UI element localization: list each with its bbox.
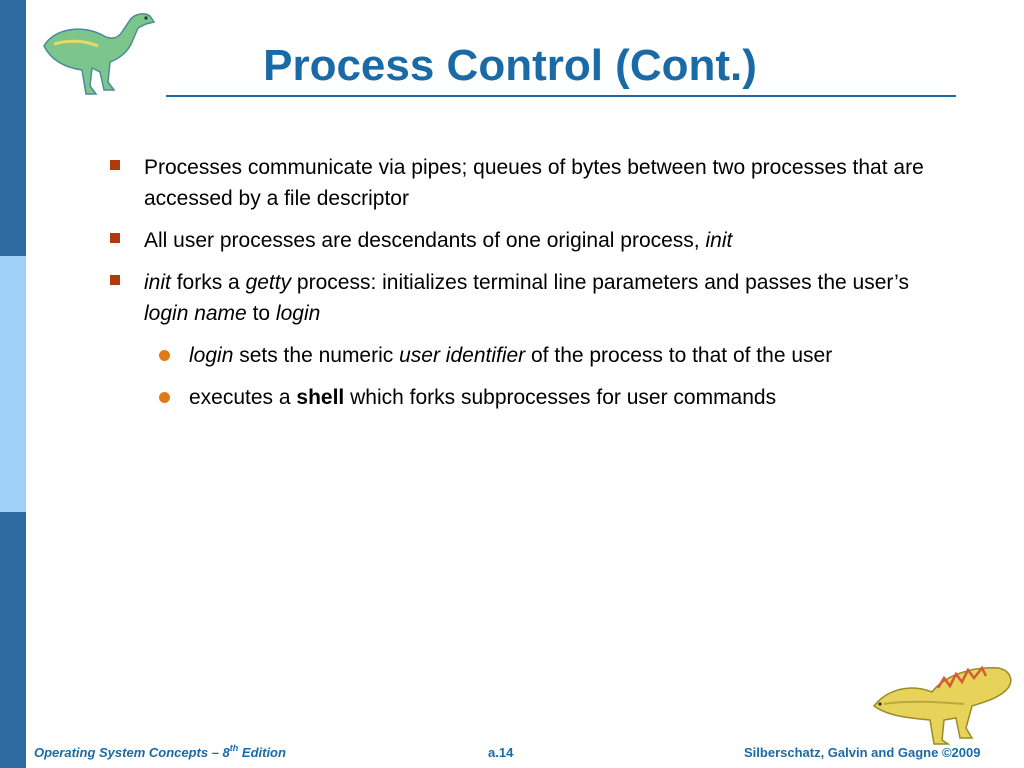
sub-bullet-item [104, 340, 924, 371]
bullet-text: Processes communicate via pipes; queues of bytes between two processes that are accessed by a file descriptor [144, 156, 924, 210]
bullet-list [104, 152, 924, 424]
sub-bullet-item [104, 382, 924, 413]
bullet-item [104, 267, 924, 329]
sidebar-segment [0, 0, 26, 256]
footer-page-number: a.14 [488, 745, 514, 760]
bullet-text: login sets the numeric user identifier of the process to that of the user [189, 344, 833, 367]
dinosaur-icon [868, 658, 1018, 746]
square-bullet-icon [110, 233, 120, 243]
bullet-text: executes a shell which forks subprocesses for user commands [189, 386, 777, 409]
footer-copyright: Silberschatz, Galvin and Gagne ©2009 [744, 745, 981, 760]
square-bullet-icon [110, 160, 120, 170]
dinosaur-icon [34, 6, 158, 98]
footer-book-title: Operating System Concepts – 8th Edition [34, 743, 286, 760]
bullet-item [104, 152, 924, 214]
bullet-item [104, 225, 924, 256]
page-title: Process Control (Cont.) [263, 41, 757, 90]
bullet-text: All user processes are descendants of one original process, init [144, 229, 733, 252]
bullet-text: init forks a getty process: initializes terminal line parameters and passes the user’s login name to login [144, 271, 909, 325]
title-divider [166, 95, 956, 97]
round-bullet-icon [159, 350, 170, 361]
sidebar-segment [0, 512, 26, 768]
sidebar-segment [0, 256, 26, 513]
round-bullet-icon [159, 392, 170, 403]
sidebar-stripe [0, 0, 26, 768]
square-bullet-icon [110, 275, 120, 285]
